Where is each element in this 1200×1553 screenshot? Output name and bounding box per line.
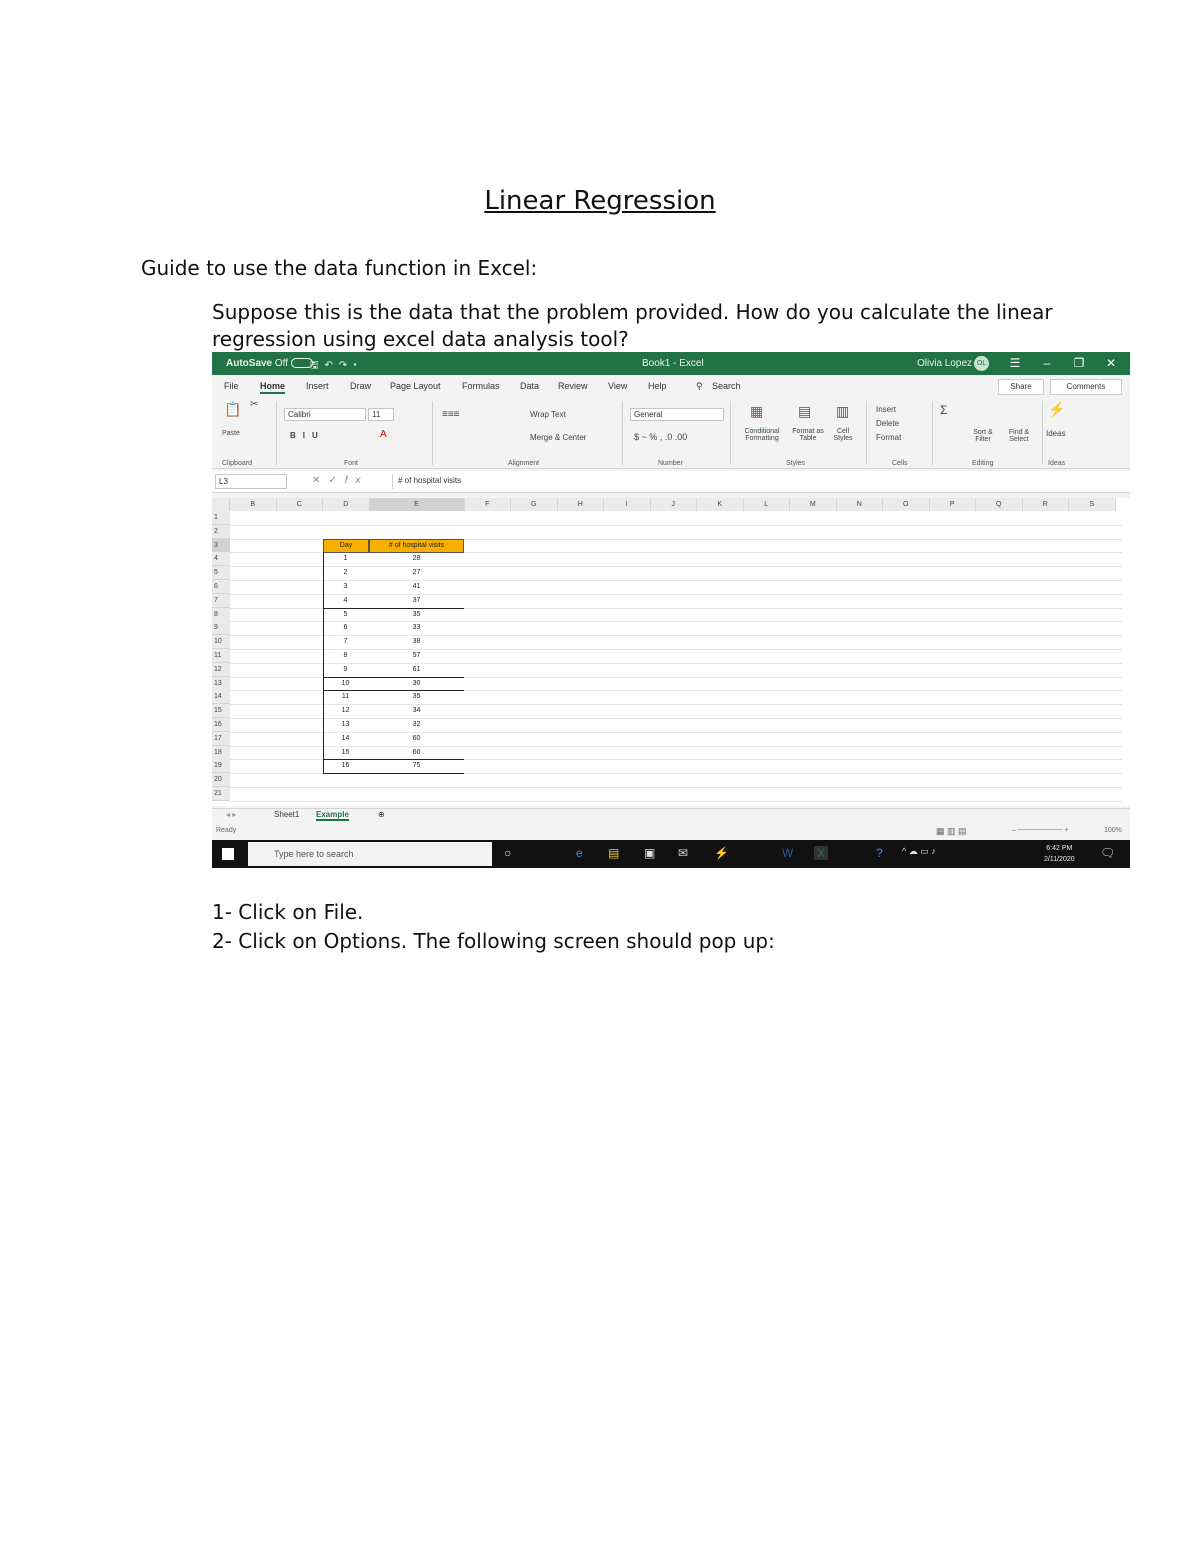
zoom-slider[interactable]: – ───────── + [1012,827,1069,834]
row-header[interactable]: 20 [212,773,230,787]
row-header[interactable]: 3 [212,539,230,553]
system-tray-icons[interactable]: ^ ☁ ▭ ♪ [902,846,936,856]
tab-formulas[interactable]: Formulas [462,381,500,391]
ribbon-separator [622,401,623,465]
ideas-button[interactable]: Ideas [1046,429,1066,438]
group-number: Number [658,460,683,467]
column-header[interactable]: I [604,498,651,511]
ribbon-separator [866,401,867,465]
table-cell-visits[interactable]: 33 [412,624,421,632]
wrap-text-button[interactable]: Wrap Text [530,410,566,419]
step-item: 1- Click on File. [212,900,364,924]
row-header[interactable]: 11 [212,649,230,663]
formula-icons[interactable]: ✕✓fx [312,475,369,486]
restore-button[interactable]: ❐ [1073,356,1085,370]
table-cell-visits[interactable]: 60 [412,734,421,742]
table-cell-day[interactable]: 12 [341,707,350,715]
column-header[interactable]: J [651,498,698,511]
table-cell-day[interactable]: 16 [341,762,350,770]
column-header[interactable]: D [323,498,370,511]
step-item: 2- Click on Options. The following screen should pop up: [212,929,775,953]
group-cells: Cells [892,460,908,467]
table-cell-day[interactable]: 4 [343,596,348,604]
font-color-icon[interactable]: A [380,429,387,440]
table-cell-day[interactable]: 1 [343,555,348,563]
table-cell-day[interactable]: 7 [343,638,348,646]
column-header[interactable]: F [465,498,512,511]
align-icon[interactable]: ≡≡≡ [442,409,460,420]
table-cell-visits[interactable]: 75 [412,762,421,770]
edge-icon[interactable]: e [576,846,583,860]
merge-center-button[interactable]: Merge & Center [530,433,587,442]
sheet-nav-icon[interactable]: ◂ ▸ [226,810,237,819]
column-header[interactable]: M [790,498,837,511]
avatar[interactable]: OL [974,356,989,371]
column-header[interactable]: R [1023,498,1070,511]
font-size-select[interactable]: 11 [368,408,394,421]
cell-styles-button[interactable]: Cell Styles [833,428,853,442]
document-title-bar: Book1 - Excel [642,358,704,369]
gridline [230,525,1122,526]
group-ideas: Ideas [1048,460,1066,467]
row-header[interactable]: 19 [212,759,230,773]
table-cell-visits[interactable]: 41 [412,583,421,590]
row-header[interactable]: 18 [212,746,230,760]
document-title: Linear Regression [484,186,716,216]
search-tab[interactable]: Search [712,381,741,391]
row-header[interactable]: 16 [212,718,230,732]
format-as-table-button[interactable]: Format as Table [792,428,824,442]
group-alignment: Alignment [508,460,540,467]
tab-file[interactable]: File [224,381,239,391]
row-header[interactable]: 15 [212,704,230,718]
table-cell-visits[interactable]: 37 [412,596,421,604]
conditional-formatting-icon[interactable]: ▦ [750,403,764,419]
group-font: Font [344,460,359,467]
column-header[interactable]: P [930,498,977,511]
table-cell-day[interactable]: 10 [341,679,350,687]
row-header[interactable]: 2 [212,525,230,539]
share-button[interactable]: Share [998,379,1044,395]
table-cell-day[interactable]: 11 [341,693,350,701]
column-header[interactable]: S [1069,498,1116,511]
format-cells-button[interactable]: Format [876,433,902,442]
column-header[interactable]: B [230,498,277,511]
status-bar [212,824,1130,840]
close-button[interactable]: ✕ [1105,356,1117,370]
tab-review[interactable]: Review [558,381,588,391]
cut-icon[interactable]: ✂ [250,399,259,410]
autosave-toggle[interactable]: AutoSave Off [226,358,313,369]
row-header[interactable]: 14 [212,690,230,704]
table-header-visits[interactable]: # of hospital visits [369,539,464,553]
format-table-icon[interactable]: ▤ [798,403,812,419]
column-header[interactable]: L [744,498,791,511]
paste-icon[interactable]: 📋 [224,401,242,417]
column-header[interactable]: G [511,498,558,511]
windows-taskbar [212,840,1130,868]
column-header[interactable]: H [558,498,605,511]
ribbon-separator [1042,401,1043,465]
intro-text: Guide to use the data function in Excel: [141,256,538,280]
notification-icon[interactable]: 🗨 [1100,846,1116,860]
row-header[interactable]: 6 [212,580,230,594]
conditional-formatting-button[interactable]: Conditional Formatting [744,428,780,442]
row-header[interactable]: 13 [212,677,230,691]
zoom-level: 100% [1104,827,1122,834]
sheet-tab-example[interactable]: Example [316,810,349,819]
find-select-button[interactable]: Find & Select [1008,429,1030,443]
delete-cells-button[interactable]: Delete [876,419,900,428]
table-cell-day[interactable]: 8 [343,652,348,659]
help-icon[interactable]: ? [876,846,883,860]
number-format-select[interactable]: General [630,408,724,421]
steps-list [212,898,775,956]
table-cell-day[interactable]: 13 [341,721,350,728]
cell-border [323,552,324,773]
autosum-icon[interactable]: Σ [940,403,948,417]
tab-insert[interactable]: Insert [306,381,329,391]
row-header[interactable]: 1 [212,511,230,525]
formula-bar [212,471,1130,493]
tab-view[interactable]: View [608,381,628,391]
table-cell-visits[interactable]: 30 [412,679,421,687]
table-cell-visits[interactable]: 32 [412,721,421,728]
column-header[interactable]: Q [976,498,1023,511]
excel-icon[interactable]: X [814,846,828,860]
row-header[interactable]: 10 [212,635,230,649]
view-icons[interactable]: ▦ ▥ ▤ [936,826,967,836]
ribbon-separator [932,401,933,465]
row-header[interactable]: 12 [212,663,230,677]
group-editing: Editing [972,460,994,467]
table-cell-day[interactable]: 6 [343,624,348,632]
sort-filter-button[interactable]: Sort & Filter [973,429,993,443]
task-view-icon[interactable]: ○ [504,846,512,860]
gridline [230,801,1122,802]
gridline [230,787,1122,788]
spreadsheet-grid[interactable] [212,498,1130,806]
taskbar-search[interactable]: Type here to search [248,842,492,866]
table-cell-visits[interactable]: 35 [412,610,421,618]
number-format-icons[interactable]: $ ~ % , .0 .00 [634,432,688,442]
table-cell-day[interactable]: 3 [343,583,348,590]
paste-label[interactable]: Paste [222,430,240,437]
insert-cells-button[interactable]: Insert [876,405,897,414]
ideas-icon[interactable]: ⚡ [1048,401,1066,417]
column-header[interactable]: O [883,498,930,511]
row-header[interactable]: 9 [212,621,230,635]
table-cell-visits[interactable]: 28 [412,555,421,563]
table-cell-visits[interactable]: 57 [412,652,421,659]
comments-button[interactable]: Comments [1050,379,1122,395]
name-box[interactable]: L3 [215,474,287,489]
cell-border [323,773,464,774]
store-icon[interactable]: ▣ [644,846,656,860]
menu-bar [212,375,1130,397]
group-clipboard: Clipboard [222,460,252,467]
table-cell-visits[interactable]: 38 [412,638,421,646]
status-text: Ready [216,827,237,834]
table-cell-visits[interactable]: 61 [412,665,421,673]
search-icon[interactable]: ⚲ [696,381,703,391]
table-cell-day[interactable]: 2 [343,569,348,577]
column-header[interactable]: E [370,498,465,511]
file-explorer-icon[interactable]: ▤ [608,846,620,860]
windows-start-icon[interactable] [222,848,234,860]
sheet-tabs-bar [212,808,1130,824]
column-header[interactable]: K [697,498,744,511]
word-icon[interactable]: W [782,846,794,860]
column-header[interactable]: N [837,498,884,511]
row-header[interactable]: 8 [212,608,230,622]
ribbon-separator [276,401,277,465]
row-header[interactable]: 4 [212,552,230,566]
ribbon [212,397,1130,469]
table-cell-day[interactable]: 9 [343,665,348,673]
group-styles: Styles [786,460,806,467]
ribbon-separator [730,401,731,465]
tab-help[interactable]: Help [648,381,667,391]
table-cell-visits[interactable]: 34 [412,707,421,715]
ribbon-separator [432,401,433,465]
font-name-select[interactable]: Calibri [284,408,366,421]
taskbar-clock[interactable]: 6:42 PM 2/11/2020 [1044,845,1075,863]
table-cell-visits[interactable]: 60 [412,748,421,756]
table-cell-day[interactable]: 5 [343,610,348,618]
column-header[interactable]: C [277,498,324,511]
tab-draw[interactable]: Draw [350,381,372,391]
ribbon-display-icon[interactable]: ☰ [1009,356,1021,370]
select-all-corner[interactable] [212,498,230,511]
table-cell-visits[interactable]: 35 [412,693,421,701]
app-icon[interactable]: ⚡ [714,846,729,860]
table-header-day[interactable]: Day [323,539,369,553]
cell-styles-icon[interactable]: ▥ [836,403,850,419]
mail-icon[interactable]: ✉ [678,846,689,860]
quick-access-toolbar[interactable]: 🖫↶↷▾ [310,360,363,371]
question-paragraph: Suppose this is the data that the problem provided. How do you calculate the linear regression using excel data analysis tool? [212,300,1053,351]
add-sheet-icon[interactable]: ⊕ [378,810,385,819]
tab-data[interactable]: Data [520,381,540,391]
tab-home[interactable]: Home [260,381,285,394]
tab-page-layout[interactable]: Page Layout [390,381,441,391]
user-name: Olivia Lopez [917,358,973,369]
table-cell-day[interactable]: 15 [341,748,350,756]
minimize-button[interactable]: – [1043,356,1051,370]
excel-screenshot [212,352,1130,868]
row-header[interactable]: 17 [212,732,230,746]
row-header[interactable]: 21 [212,787,230,801]
bold-italic-underline-icon[interactable]: BIU [290,431,325,440]
row-header[interactable]: 7 [212,594,230,608]
sheet-tab-sheet1[interactable]: Sheet1 [274,810,300,819]
excel-titlebar [212,352,1130,375]
row-header[interactable]: 5 [212,566,230,580]
table-cell-visits[interactable]: 27 [412,569,421,577]
formula-input[interactable]: # of hospital visits [392,474,1120,489]
table-cell-day[interactable]: 14 [341,734,350,742]
